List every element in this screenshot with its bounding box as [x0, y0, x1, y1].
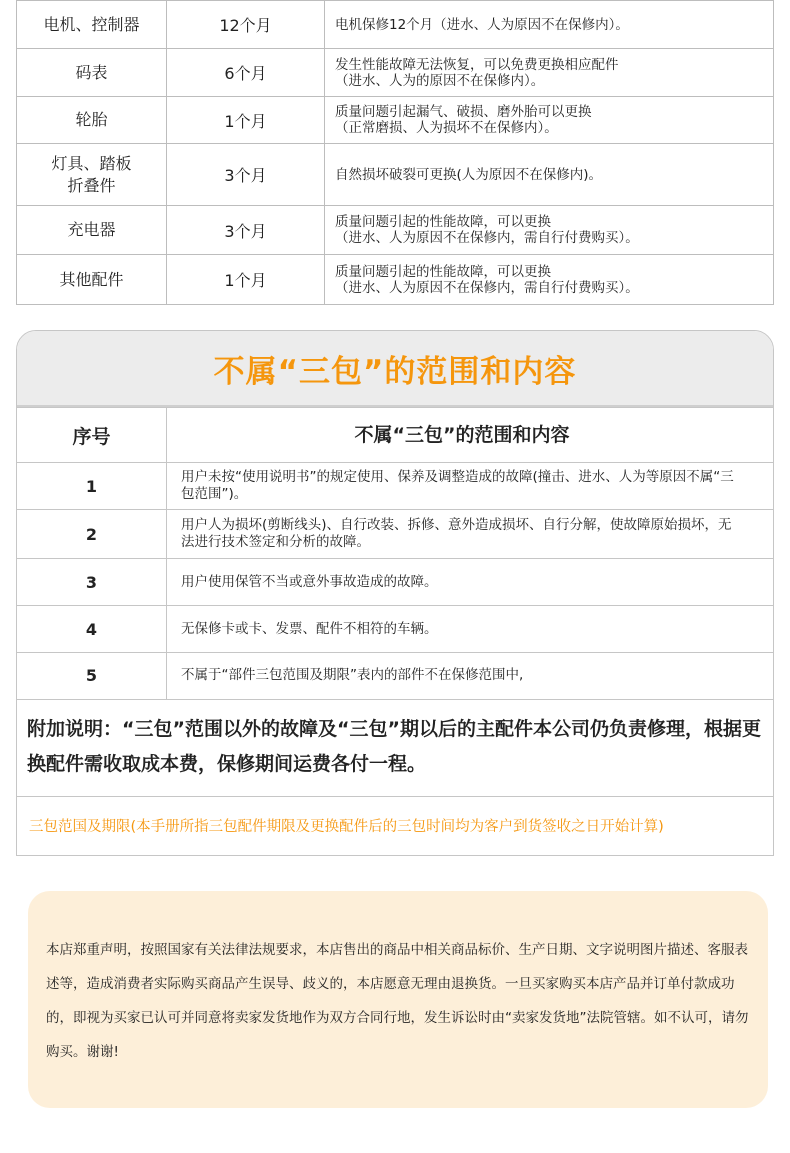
part-name-cell: 码表	[17, 49, 167, 97]
item-text: 用户未按“使用说明书”的规定使用、保养及调整造成的故障(撞击、进水、人为等原因不属“三包范围”)。	[167, 463, 774, 510]
table-row	[17, 463, 773, 510]
warranty-desc-cell: 电机保修12个月（进水、人为原因不在保修内）。	[325, 1, 774, 49]
item-number: 4	[17, 606, 167, 653]
warranty-desc-cell: 发生性能故障无法恢复，可以免费更换相应配件 （进水、人为的原因不在保修内）。	[325, 49, 774, 97]
warranty-term-cell: 3个月	[167, 144, 325, 206]
item-text: 不属于“部件三包范围及期限”表内的部件不在保修范围中,	[167, 653, 774, 699]
table-row	[17, 206, 774, 255]
item-number: 2	[17, 510, 167, 559]
part-name-cell: 其他配件	[17, 255, 167, 305]
item-text: 用户人为损坏(剪断线头)、自行改装、拆修、意外造成损坏、自行分解，使故障原始损坏，无法进行技术签定和分析的故障。	[167, 510, 774, 559]
warranty-term-cell: 1个月	[167, 255, 325, 305]
item-text: 用户使用保管不当或意外事故造成的故障。	[167, 559, 774, 606]
warranty-desc-cell: 质量问题引起的性能故障，可以更换 （进水、人为原因不在保修内，需自行付费购买）。	[325, 255, 774, 305]
table-row	[17, 559, 773, 606]
exclusion-section	[16, 330, 774, 856]
table-header-row	[17, 408, 773, 463]
table-row	[17, 1, 774, 49]
exclusion-table	[17, 407, 773, 699]
item-text: 无保修卡或卡、发票、配件不相符的车辆。	[167, 606, 774, 653]
table-row	[17, 49, 774, 97]
part-name-cell: 充电器	[17, 206, 167, 255]
warranty-period-table	[16, 0, 774, 305]
warranty-term-cell: 3个月	[167, 206, 325, 255]
warranty-desc-cell: 质量问题引起漏气、破损、磨外胎可以更换 （正常磨损、人为损坏不在保修内）。	[325, 97, 774, 144]
warranty-range-note: 三包范国及期限(本手册所指三包配件期限及更换配件后的三包时间均为客户到货签收之日开始计算)	[17, 796, 773, 855]
store-declaration: 本店郑重声明，按照国家有关法律法规要求，本店售出的商品中相关商品标价、生产日期、文字说明图片描述、客服表述等，造成消费者实际购买商品产生误导、歧义的，本店愿意无理由退换货。一旦买家购买本店产品并订单付款成功的，即视为买家已认可并同意将卖家发货地作为双方合同行地，发生诉讼时由“卖家发货地”法院管辖。如不认可，请勿购买。谢谢!	[28, 891, 768, 1108]
table-row	[17, 653, 773, 699]
warranty-desc-cell: 质量问题引起的性能故障，可以更换 （进水、人为原因不在保修内，需自行付费购买）。	[325, 206, 774, 255]
additional-note: 附加说明：“三包”范围以外的故障及“三包”期以后的主配件本公司仍负责修理，根据更换配件需收取成本费，保修期间运费各付一程。	[17, 699, 773, 796]
item-number: 3	[17, 559, 167, 606]
warranty-term-cell: 1个月	[167, 97, 325, 144]
part-name-cell: 轮胎	[17, 97, 167, 144]
column-header-content: 不属“三包”的范围和内容	[167, 408, 774, 463]
item-number: 1	[17, 463, 167, 510]
column-header-no: 序号	[17, 408, 167, 463]
table-row	[17, 255, 774, 305]
warranty-desc-cell: 自然损坏破裂可更换(人为原因不在保修内)。	[325, 144, 774, 206]
table-row	[17, 510, 773, 559]
item-number: 5	[17, 653, 167, 699]
table-row	[17, 97, 774, 144]
part-name-cell: 灯具、踏板 折叠件	[17, 144, 167, 206]
exclusion-section-title: 不属“三包”的范围和内容	[17, 331, 773, 407]
warranty-term-cell: 12个月	[167, 1, 325, 49]
warranty-term-cell: 6个月	[167, 49, 325, 97]
table-row	[17, 606, 773, 653]
table-row	[17, 144, 774, 206]
part-name-cell: 电机、控制器	[17, 1, 167, 49]
